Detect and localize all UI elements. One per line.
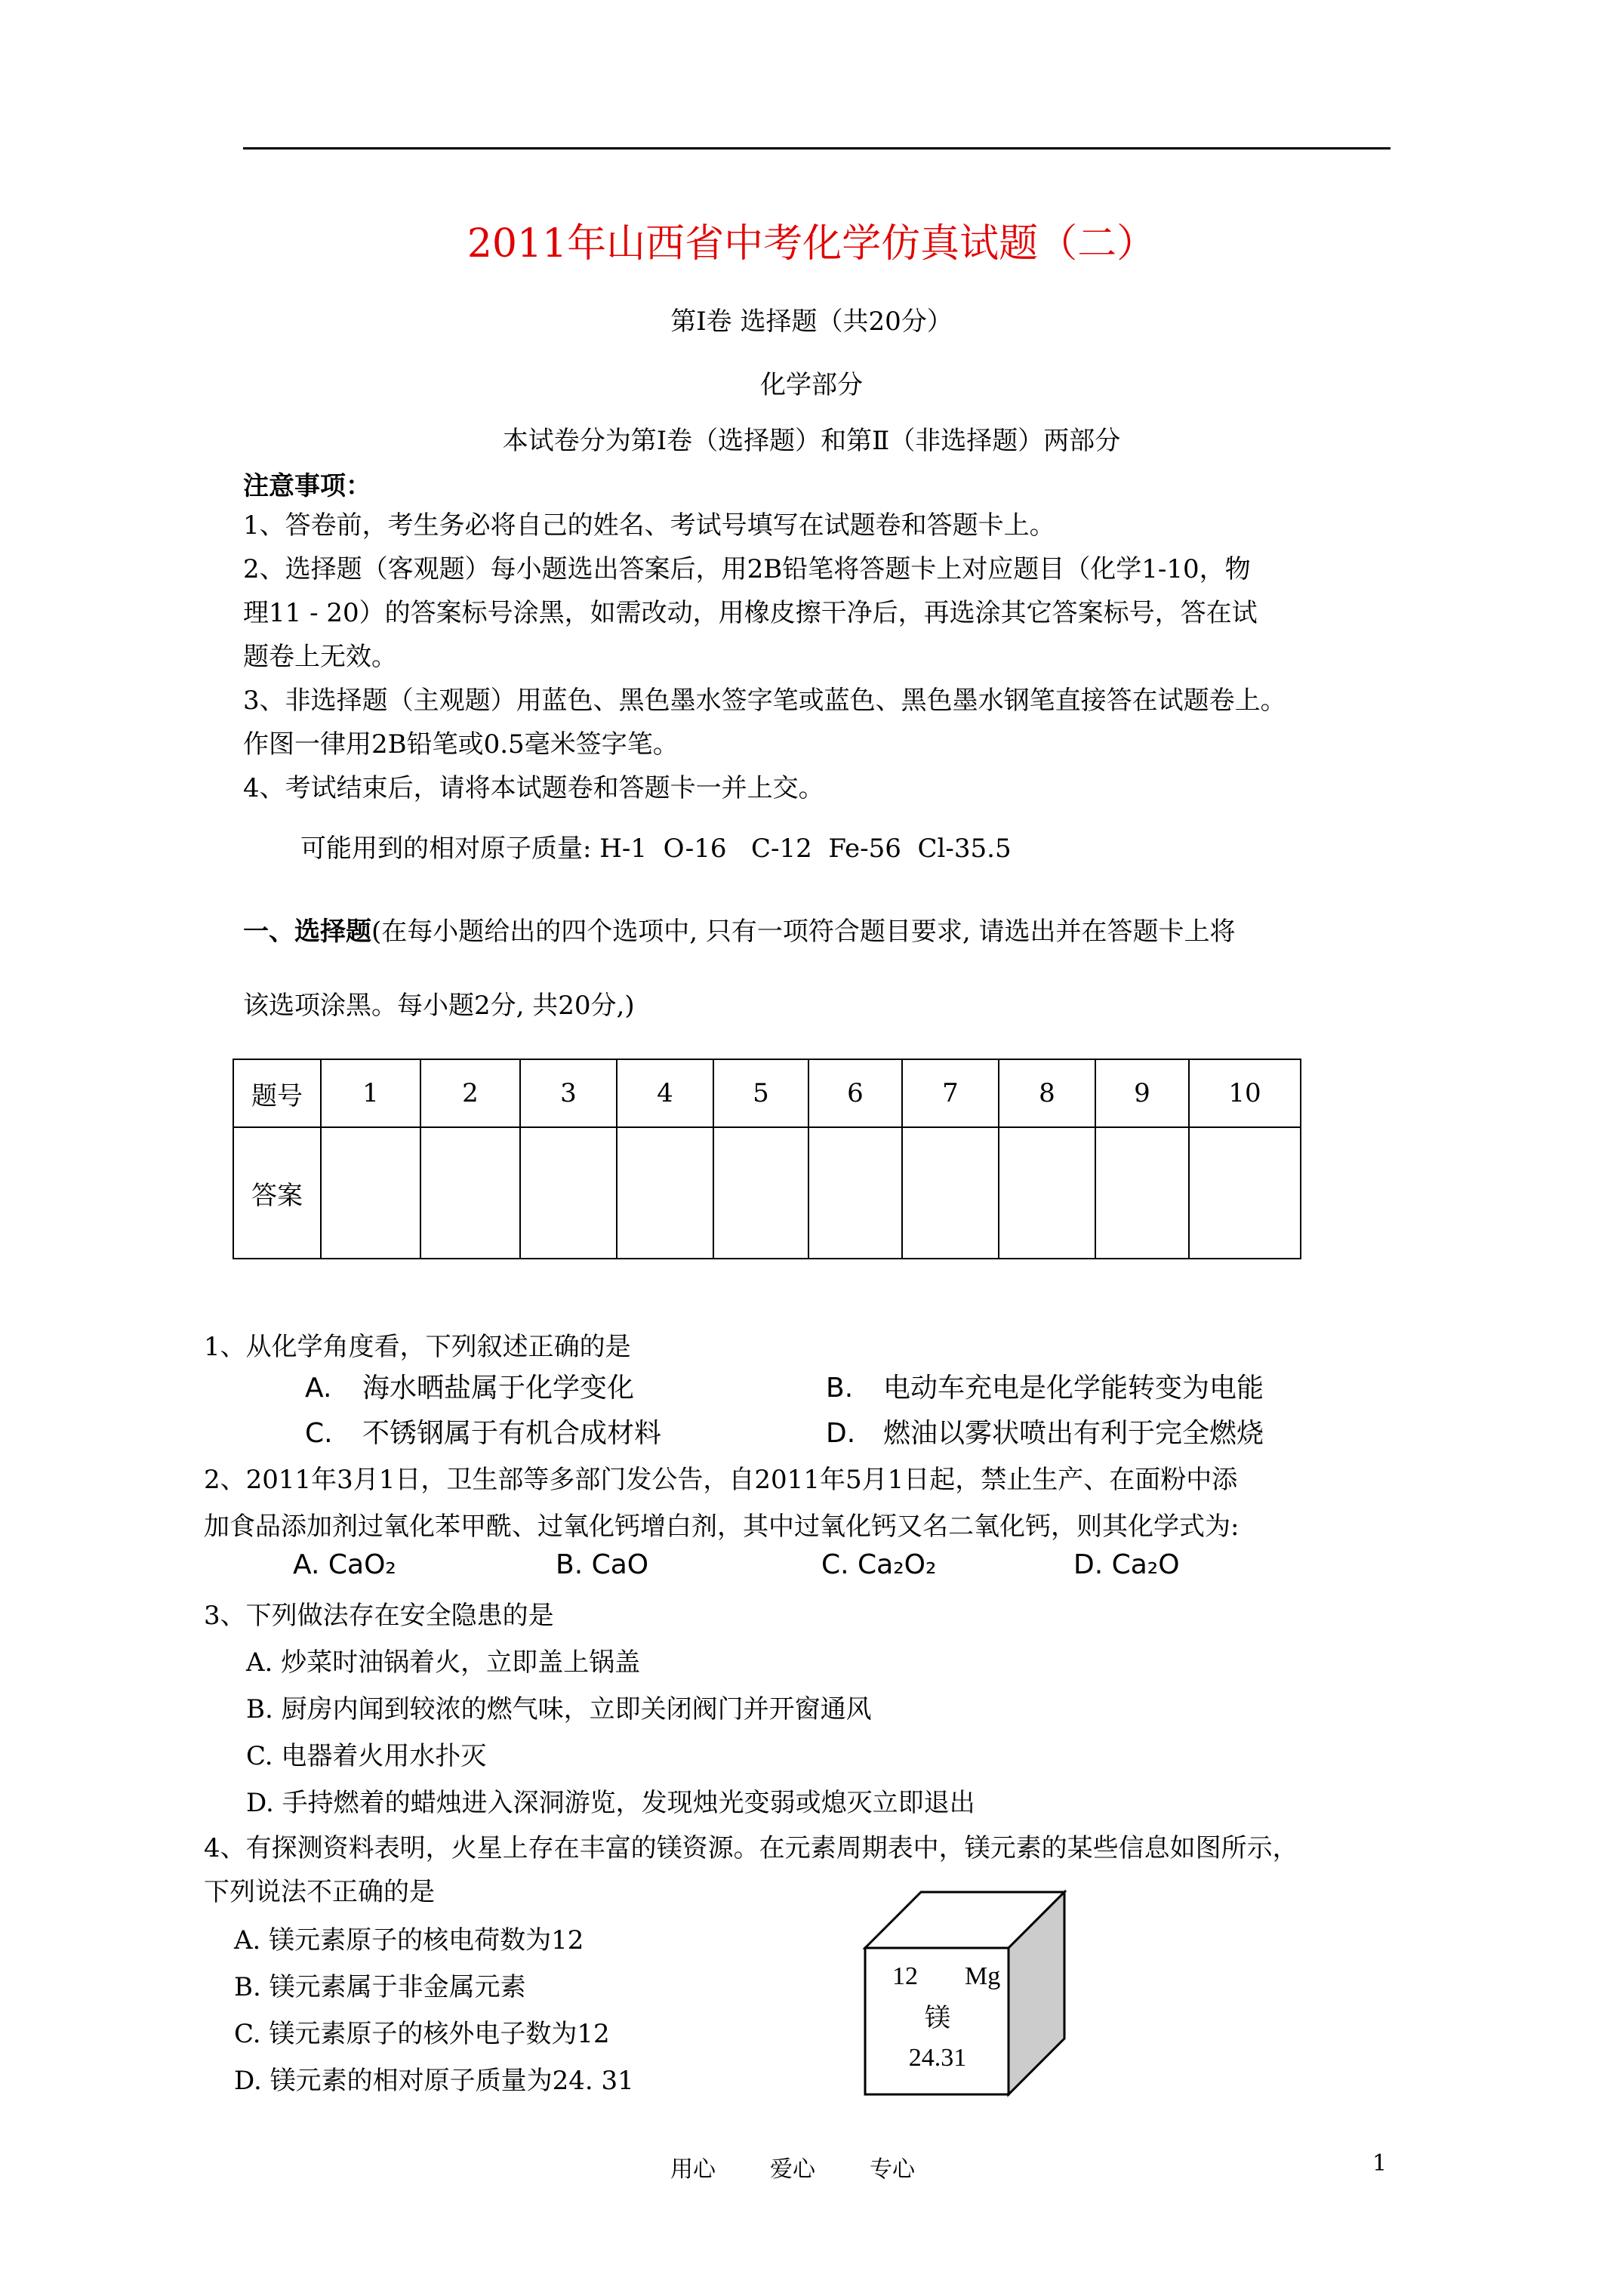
answer-cell [1095,1127,1189,1259]
notes-line: 3、非选择题（主观题）用蓝色、黑色墨水签字笔或蓝色、黑色墨水钢笔直接答在试题卷上。 [243,686,1286,716]
question-number: 4 [617,1059,713,1127]
q2-option-a: A. CaO₂ [293,1549,396,1580]
q4-line1: 4、有探测资料表明，火星上存在丰富的镁资源。在元素周期表中，镁元素的某些信息如图所示， [204,1833,1298,1863]
question-number: 9 [1095,1059,1189,1127]
q2-option-b: B. CaO [556,1549,649,1580]
element-name: 镁 [925,2003,950,2033]
q3-option-b: B. 厨房内闻到较浓的燃气味，立即关闭阀门并开窗通风 [246,1694,872,1724]
part-title: 第Ⅰ卷 选择题（共20分） [670,307,953,337]
footer-word: 爱心 [770,2156,815,2183]
q3-option-c: C. 电器着火用水扑灭 [246,1741,487,1771]
question-number: 3 [520,1059,617,1127]
q4-line2: 下列说法不正确的是 [204,1877,435,1907]
q4-option-d: D. 镁元素的相对原子质量为24. 31 [234,2066,634,2096]
q3-stem: 3、下列做法存在安全隐患的是 [204,1601,554,1631]
notes-line: 理11 - 20）的答案标号涂黑，如需改动，用橡皮擦干净后，再选涂其它答案标号，答在试 [243,598,1258,628]
q1-option-a [305,1367,634,1405]
notes-line: 4、考试结束后，请将本试题卷和答题卡一并上交。 [243,773,824,803]
exam-title: 2011年山西省中考化学仿真试题（二） [467,221,1156,267]
intro-text: 本试卷分为第Ⅰ卷（选择题）和第Ⅱ（非选择题）两部分 [502,426,1121,456]
magnesium-element-cube [861,1888,1072,2099]
q1-stem: 1、从化学角度看，下列叙述正确的是 [204,1332,631,1362]
q4-option-c: C. 镁元素原子的核外电子数为12 [234,2019,610,2049]
option-letter: D. [826,1418,856,1449]
atomic-masses: 可能用到的相对原子质量: H-1 O-16 C-12 Fe-56 Cl-35.5 [300,834,1012,864]
section1-heading: 一、选择题 [243,917,371,947]
row-label: 题号 [233,1059,321,1127]
q1-option-b [826,1367,1264,1405]
notes-line: 1、答卷前，考生务必将自己的姓名、考试号填写在试题卷和答题卡上。 [243,510,1055,541]
q4-option-b: B. 镁元素属于非金属元素 [234,1972,526,2002]
option-letter: C. [305,1418,333,1449]
option-text: 燃油以雾状喷出有利于完全燃烧 [883,1418,1264,1449]
option-text: 海水晒盐属于化学变化 [362,1373,635,1404]
question-number: 10 [1189,1059,1301,1127]
question-number: 8 [999,1059,1095,1127]
option-text: 不锈钢属于有机合成材料 [362,1418,662,1449]
option-text: 电动车充电是化学能转变为电能 [883,1373,1264,1404]
q1-option-d [826,1412,1264,1450]
footer-word: 用心 [670,2156,716,2183]
answer-cell [617,1127,713,1259]
answer-cell [999,1127,1095,1259]
element-mass: 24.31 [908,2044,967,2072]
answer-cell [321,1127,420,1259]
q2-line2: 加食品添加剂过氧化苯甲酰、过氧化钙增白剂，其中过氧化钙又名二氧化钙，则其化学式为: [204,1512,1240,1542]
question-number: 5 [713,1059,808,1127]
row-label: 答案 [233,1127,321,1259]
answer-cell [520,1127,617,1259]
notes-heading: 注意事项： [243,471,371,501]
page-number: 1 [1372,2150,1387,2177]
answer-cell [420,1127,520,1259]
q2-option-d: D. Ca₂O [1073,1549,1180,1580]
answer-table-answer-row [233,1127,1301,1259]
answer-cell [902,1127,999,1259]
element-number: 12 [892,1962,918,1990]
answer-cell [808,1127,902,1259]
answer-table-number-row [233,1059,1301,1127]
q3-option-a: A. 炒菜时油锅着火，立即盖上锅盖 [246,1647,641,1678]
q2-option-c: C. Ca₂O₂ [821,1549,937,1580]
footer-word: 专心 [870,2156,915,2183]
q3-option-d: D. 手持燃着的蜡烛进入深洞游览，发现烛光变弱或熄灭立即退出 [246,1788,975,1818]
notes-line: 作图一律用2B铅笔或0.5毫米签字笔。 [243,729,679,760]
answer-table [233,1059,1301,1259]
notes-line: 2、选择题（客观题）每小题选出答案后，用2B铅笔将答题卡上对应题目（化学1-10，物 [243,554,1251,584]
answer-cell [1189,1127,1301,1259]
element-symbol: Mg [965,1962,1001,1990]
section-title: 化学部分 [760,370,863,400]
section1-desc: (在每小题给出的四个选项中, 只有一项符合题目要求, 请选出并在答题卡上将 [371,917,1236,947]
question-number: 6 [808,1059,902,1127]
question-number: 1 [321,1059,420,1127]
notes-line: 题卷上无效。 [243,642,397,672]
q2-line1: 2、2011年3月1日，卫生部等多部门发公告，自2011年5月1日起，禁止生产、在面粉中添 [204,1465,1238,1495]
question-number: 7 [902,1059,999,1127]
q1-option-c [305,1412,661,1450]
answer-cell [713,1127,808,1259]
q4-option-a: A. 镁元素原子的核电荷数为12 [234,1925,584,1955]
header-rule [243,147,1390,149]
section1-line1 [243,911,1236,948]
section1-line2: 该选项涂黑。每小题2分, 共20分,) [243,991,635,1021]
question-number: 2 [420,1059,520,1127]
option-letter: A. [305,1373,332,1404]
option-letter: B. [826,1373,854,1404]
